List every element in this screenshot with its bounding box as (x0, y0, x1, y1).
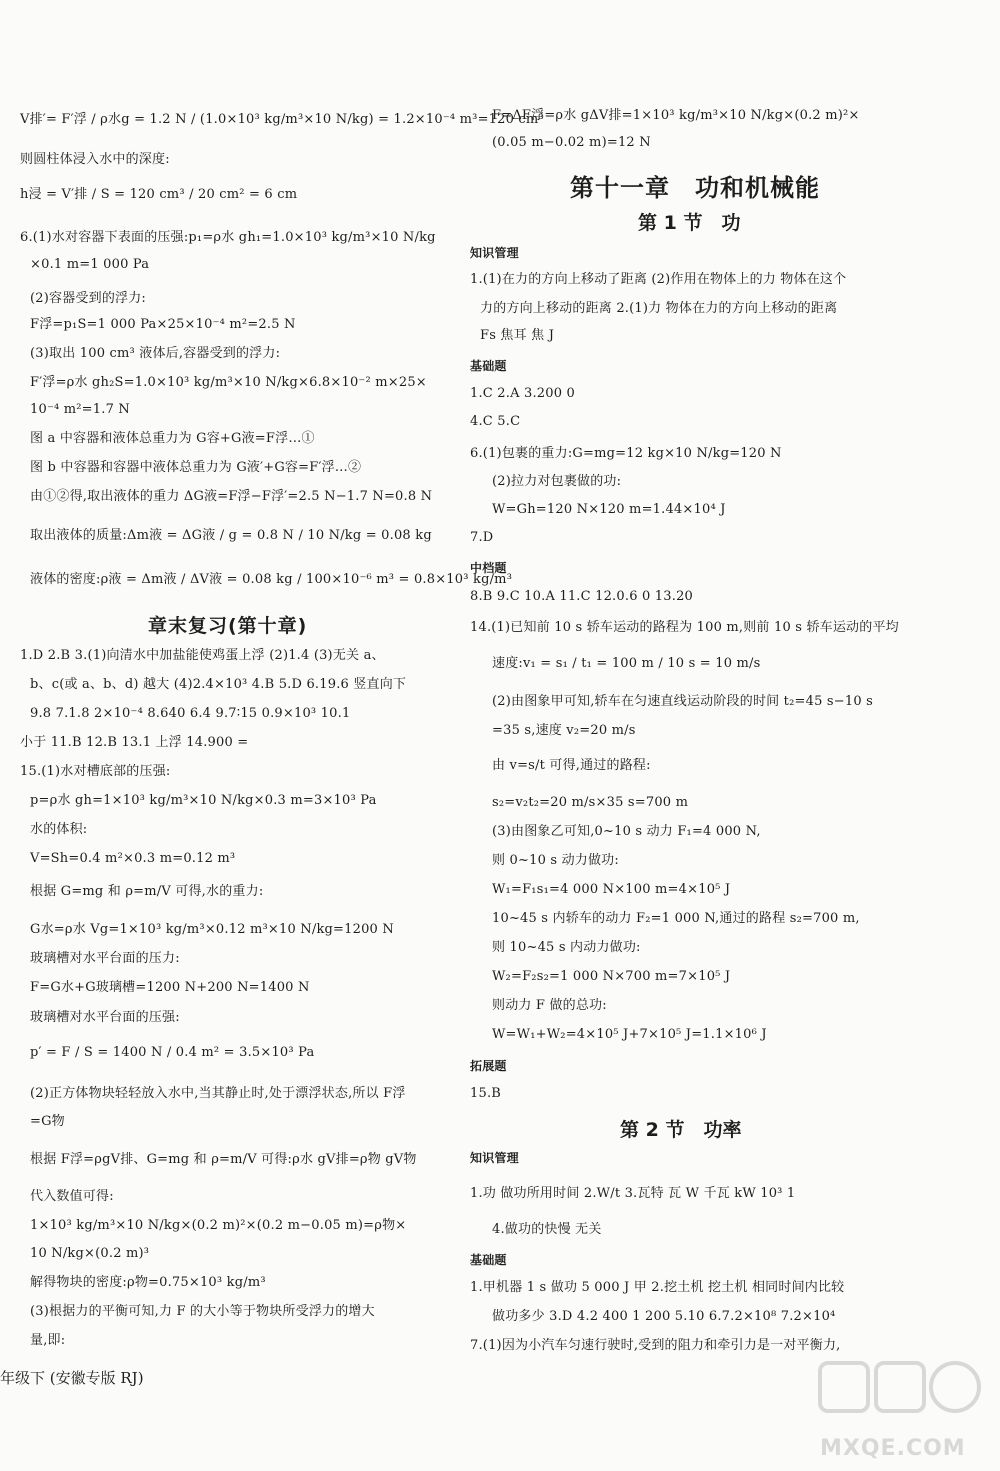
chapter-title: 第十一章 功和机械能 (570, 174, 820, 202)
text-line: (2)由图象甲可知,轿车在匀速直线运动阶段的时间 t₂=45 s−10 s (492, 694, 873, 709)
text-line: 则动力 F 做的总功: (492, 998, 607, 1013)
text-line: 1.D 2.B 3.(1)向清水中加盐能使鸡蛋上浮 (2)1.4 (3)无关 a、 (20, 648, 385, 663)
text-line: 小于 11.B 12.B 13.1 上浮 14.900 = (20, 735, 249, 750)
text-line: 4.C 5.C (470, 414, 521, 429)
text-line: 1.功 做功所用时间 2.W/t 3.瓦特 瓦 W 千瓦 kW 10³ 1 (470, 1186, 796, 1201)
text-line: 8.B 9.C 10.A 11.C 12.0.6 0 13.20 (470, 589, 694, 604)
text-line: b、c(或 a、b、d) 越大 (4)2.4×10³ 4.B 5.D 6.19.6 竖直向下 (30, 677, 407, 692)
text-line: (2)拉力对包裹做的功: (492, 474, 622, 489)
text-line: V排′= F′浮 / ρ水g = 1.2 N / (1.0×10³ kg/m³×10 N/kg) = 1.2×10⁻⁴ m³=120 cm³ (20, 112, 544, 127)
text-line: 取出液体的质量:Δm液 = ΔG液 / g = 0.8 N / 10 N/kg = 0.08 kg (30, 528, 432, 543)
text-line: 由 v=s/t 可得,通过的路程: (492, 758, 651, 773)
text-line: 由①②得,取出液体的重力 ΔG液=F浮−F浮′=2.5 N−1.7 N=0.8 N (30, 489, 433, 504)
text-line: 根据 G=mg 和 ρ=m/V 可得,水的重力: (30, 884, 264, 899)
text-line: G水=ρ水 Vg=1×10³ kg/m³×0.12 m³×10 N/kg=1200 N (30, 922, 394, 937)
text-line: 力的方向上移动的距离 2.(1)力 物体在力的方向上移动的距离 (480, 301, 838, 316)
section-label: 中档题 (470, 561, 507, 575)
chapter-review-title: 章末复习(第十章) (148, 615, 308, 637)
text-line: 代入数值可得: (30, 1189, 114, 1204)
text-line: 14.(1)已知前 10 s 轿车运动的路程为 100 m,则前 10 s 轿车运动的平均 (470, 620, 899, 635)
text-line: 1.(1)在力的方向上移动了距离 (2)作用在物体上的力 物体在这个 (470, 272, 847, 287)
text-line: W₂=F₂s₂=1 000 N×700 m=7×10⁵ J (492, 969, 731, 984)
text-line: 10~45 s 内轿车的动力 F₂=1 000 N,通过的路程 s₂=700 m, (492, 911, 860, 926)
text-line: (3)由图象乙可知,0~10 s 动力 F₁=4 000 N, (492, 824, 761, 839)
section-title: 第 2 节 功率 (620, 1119, 742, 1141)
text-line: p′ = F / S = 1400 N / 0.4 m² = 3.5×10³ Pa (30, 1045, 315, 1060)
watermark-logo (810, 1353, 990, 1463)
text-line: (2)正方体物块轻轻放入水中,当其静止时,处于漂浮状态,所以 F浮 (30, 1086, 406, 1101)
text-line: 则圆柱体浸入水中的深度: (20, 152, 170, 167)
text-line: W=W₁+W₂=4×10⁵ J+7×10⁵ J=1.1×10⁶ J (492, 1027, 767, 1042)
text-line: s₂=v₂t₂=20 m/s×35 s=700 m (492, 795, 689, 810)
text-line: F=G水+G玻璃槽=1200 N+200 N=1400 N (30, 980, 310, 995)
text-line: p=ρ水 gh=1×10³ kg/m³×10 N/kg×0.3 m=3×10³ Pa (30, 793, 377, 808)
text-line: 量,即: (30, 1333, 66, 1348)
text-line: 1×10³ kg/m³×10 N/kg×(0.2 m)²×(0.2 m−0.05 m)=ρ物× (30, 1218, 407, 1233)
text-line: 图 b 中容器和容器中液体总重力为 G液′+G容=F′浮…② (30, 460, 362, 475)
text-line: F浮=p₁S=1 000 Pa×25×10⁻⁴ m²=2.5 N (30, 317, 296, 332)
text-line: =G物 (30, 1114, 65, 1129)
text-line: 1.甲机器 1 s 做功 5 000 J 甲 2.挖土机 挖土机 相同时间内比较 (470, 1280, 845, 1295)
text-line: 根据 F浮=ρgV排、G=mg 和 ρ=m/V 可得:ρ水 gV排=ρ物 gV物 (30, 1152, 417, 1167)
text-line: (0.05 m−0.02 m)=12 N (492, 135, 651, 150)
text-line: F′浮=ρ水 gh₂S=1.0×10³ kg/m³×10 N/kg×6.8×10⁻² m×25× (30, 375, 427, 390)
text-line: F=ΔF浮=ρ水 gΔV排=1×10³ kg/m³×10 N/kg×(0.2 m)²× (492, 108, 860, 123)
text-line: 则 10~45 s 内动力做功: (492, 940, 641, 955)
text-line: 6.(1)包裹的重力:G=mg=12 kg×10 N/kg=120 N (470, 446, 782, 461)
text-line: (2)容器受到的浮力: (30, 291, 146, 306)
section-label: 拓展题 (470, 1059, 507, 1073)
text-line: 做功多少 3.D 4.2 400 1 200 5.10 6.7.2×10⁸ 7.2×10⁴ (492, 1309, 836, 1324)
watermark-text: MXQE.COM (820, 1436, 966, 1461)
text-line: W₁=F₁s₁=4 000 N×100 m=4×10⁵ J (492, 882, 731, 897)
text-line: =35 s,速度 v₂=20 m/s (492, 723, 636, 738)
section-label: 知识管理 (470, 1151, 519, 1165)
text-line: (3)取出 100 cm³ 液体后,容器受到的浮力: (30, 346, 281, 361)
text-line: ×0.1 m=1 000 Pa (30, 257, 150, 272)
section-label: 基础题 (470, 1253, 507, 1267)
text-line: 1.C 2.A 3.200 0 (470, 386, 576, 401)
text-line: 7.(1)因为小汽车匀速行驶时,受到的阻力和牵引力是一对平衡力, (470, 1338, 841, 1353)
text-line: 7.D (470, 530, 494, 545)
text-line: 解得物块的密度:ρ物=0.75×10³ kg/m³ (30, 1275, 266, 1290)
text-line: V=Sh=0.4 m²×0.3 m=0.12 m³ (30, 851, 236, 866)
page-footer: 年级下 (安徽专版 RJ) (0, 1369, 144, 1387)
text-line: W=Gh=120 N×120 m=1.44×10⁴ J (492, 502, 726, 517)
text-line: 玻璃槽对水平台面的压力: (30, 951, 180, 966)
section-label: 知识管理 (470, 246, 519, 260)
text-line: 15.B (470, 1086, 502, 1101)
text-line: 玻璃槽对水平台面的压强: (30, 1010, 180, 1025)
text-line: 10⁻⁴ m²=1.7 N (30, 402, 130, 417)
text-line: 15.(1)水对槽底部的压强: (20, 764, 171, 779)
text-line: 4.做功的快慢 无关 (492, 1222, 602, 1237)
text-line: 速度:v₁ = s₁ / t₁ = 100 m / 10 s = 10 m/s (492, 656, 761, 671)
section-title: 第 1 节 功 (638, 212, 741, 234)
text-line: 水的体积: (30, 822, 88, 837)
text-line: 图 a 中容器和液体总重力为 G容+G液=F浮…① (30, 431, 315, 446)
watermark-icon (810, 1353, 990, 1433)
text-line: 6.(1)水对容器下表面的压强:p₁=ρ水 gh₁=1.0×10³ kg/m³×10 N/kg (20, 230, 436, 245)
section-label: 基础题 (470, 359, 507, 373)
text-line: 9.8 7.1.8 2×10⁻⁴ 8.640 6.4 9.7∶15 0.9×10³ 10.1 (30, 706, 351, 721)
text-line: h浸 = V′排 / S = 120 cm³ / 20 cm² = 6 cm (20, 187, 298, 202)
text-line: 液体的密度:ρ液 = Δm液 / ΔV液 = 0.08 kg / 100×10⁻⁶ m³ = 0.8×10³ kg/m³ (30, 572, 513, 587)
text-line: Fs 焦耳 焦 J (480, 328, 555, 343)
text-line: 10 N/kg×(0.2 m)³ (30, 1246, 150, 1261)
text-line: (3)根据力的平衡可知,力 F 的大小等于物块所受浮力的增大 (30, 1304, 375, 1319)
text-line: 则 0~10 s 动力做功: (492, 853, 619, 868)
